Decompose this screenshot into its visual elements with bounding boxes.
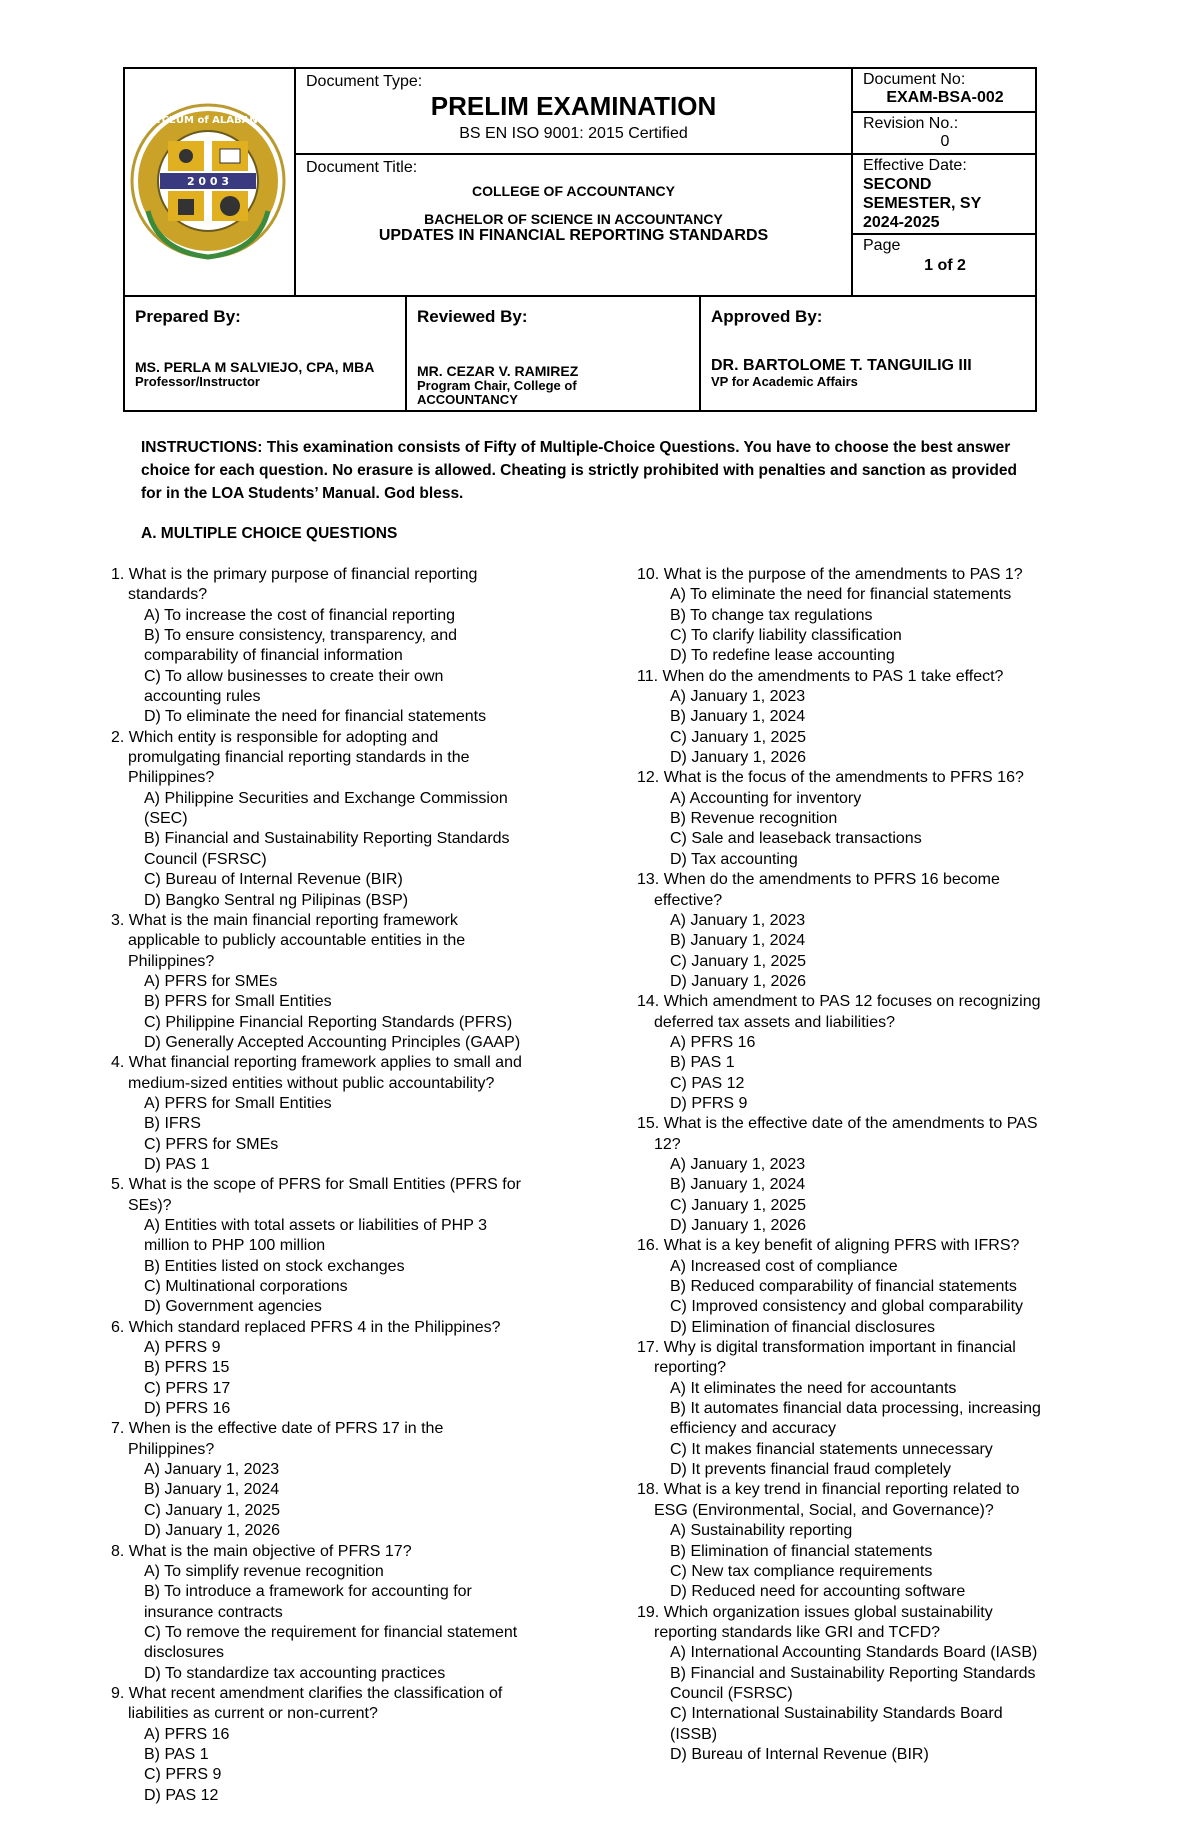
answer-option: D) Tax accounting bbox=[670, 850, 798, 868]
question-item bbox=[111, 1684, 591, 1806]
prepared-role: Professor/Instructor bbox=[135, 374, 260, 389]
answer-option: D) To redefine lease accounting bbox=[670, 647, 895, 665]
question-text: 8. What is the main objective of PFRS 17? bbox=[111, 1542, 412, 1560]
answer-option: B) Revenue recognition bbox=[670, 810, 838, 828]
question-text: 2. Which entity is responsible for adopting and promulgating financial reporting standards in the Philippines? bbox=[111, 728, 470, 787]
prepared-by-cell bbox=[125, 297, 407, 410]
prepared-name: MS. PERLA M SALVIEJO, CPA, MBA bbox=[135, 359, 375, 375]
answer-option: B) Financial and Sustainability Reporting Standards Council (FSRSC) bbox=[670, 1664, 1036, 1702]
question-text: 15. What is the effective date of the amendments to PAS 12? bbox=[637, 1115, 1038, 1153]
answer-option: C) Sale and leaseback transactions bbox=[670, 830, 922, 848]
question-item bbox=[111, 1542, 591, 1684]
answer-option: D) Government agencies bbox=[144, 1298, 322, 1316]
answer-option: C) January 1, 2025 bbox=[670, 728, 807, 746]
answer-option: C) Philippine Financial Reporting Standards (PFRS) bbox=[144, 1013, 513, 1031]
page-number: 1 of 2 bbox=[924, 257, 966, 274]
answer-option: A) Entities with total assets or liabilities of PHP 3 million to PHP 100 million bbox=[144, 1217, 487, 1255]
question-item bbox=[637, 1236, 1087, 1338]
question-item bbox=[111, 911, 591, 1053]
answer-option: C) Improved consistency and global comparability bbox=[670, 1298, 1024, 1316]
question-text: 19. Which organization issues global sustainability reporting standards like GRI and TCFD? bbox=[637, 1603, 993, 1641]
instructions: INSTRUCTIONS: This examination consists of Fifty of Multiple-Choice Questions. You have to choose the best answer choice for each question. No erasure is allowed. Cheating is strictly prohibited with penalties and sanction as provided for in the LOA Students’ Manual. God bless. bbox=[141, 439, 1017, 502]
answer-option: D) PFRS 9 bbox=[670, 1094, 748, 1112]
reviewed-role-line1: Program Chair, College of bbox=[417, 378, 577, 393]
approved-label: Approved By: bbox=[711, 307, 823, 326]
answer-option: A) January 1, 2023 bbox=[144, 1461, 280, 1479]
document-type-cell bbox=[296, 69, 851, 155]
prepared-label: Prepared By: bbox=[135, 307, 241, 326]
effective-line1: SECOND bbox=[863, 176, 932, 193]
answer-option: B) To change tax regulations bbox=[670, 606, 873, 624]
questions-left-column bbox=[111, 565, 591, 1806]
question-item bbox=[637, 1603, 1087, 1766]
question-text: 3. What is the main financial reporting framework applicable to publicly accountable entities in the Philippines? bbox=[111, 911, 466, 970]
question-item bbox=[637, 1338, 1087, 1480]
answer-option: C) It makes financial statements unnecessary bbox=[670, 1440, 993, 1458]
question-text: 16. What is a key benefit of aligning PFRS with IFRS? bbox=[637, 1237, 1020, 1255]
reviewed-name: MR. CEZAR V. RAMIREZ bbox=[417, 363, 579, 379]
answer-option: C) PAS 12 bbox=[670, 1074, 745, 1092]
answer-option: D) Bangko Sentral ng Pilipinas (BSP) bbox=[144, 891, 409, 909]
answer-option: C) Bureau of Internal Revenue (BIR) bbox=[144, 871, 403, 889]
page-cell bbox=[853, 235, 1037, 295]
program-name: BACHELOR OF SCIENCE IN ACCOUNTANCY bbox=[424, 211, 723, 227]
question-text: 5. What is the scope of PFRS for Small Entities (PFRS for SEs)? bbox=[111, 1176, 521, 1214]
answer-option: B) January 1, 2024 bbox=[670, 1176, 806, 1194]
answer-option: C) International Sustainability Standards Board (ISSB) bbox=[670, 1705, 1003, 1743]
page-label: Page bbox=[863, 237, 901, 254]
answer-option: D) Generally Accepted Accounting Principles (GAAP) bbox=[144, 1033, 521, 1051]
document-no: EXAM-BSA-002 bbox=[886, 89, 1004, 106]
answer-option: A) It eliminates the need for accountants bbox=[670, 1379, 957, 1397]
reviewed-by-cell bbox=[407, 297, 701, 410]
answer-option: D) January 1, 2026 bbox=[670, 749, 807, 767]
revision-cell bbox=[853, 113, 1037, 155]
answer-option: B) To ensure consistency, transparency, and comparability of financial information bbox=[144, 627, 458, 665]
logo-cell bbox=[125, 69, 296, 295]
answer-option: C) January 1, 2025 bbox=[144, 1501, 281, 1519]
question-item bbox=[637, 870, 1087, 992]
answer-option: D) Bureau of Internal Revenue (BIR) bbox=[670, 1745, 929, 1763]
question-text: 9. What recent amendment clarifies the classification of liabilities as current or non-current? bbox=[111, 1684, 503, 1723]
question-item bbox=[111, 1318, 591, 1420]
answer-option: A) International Accounting Standards Board (IASB) bbox=[670, 1644, 1038, 1662]
answer-option: B) Financial and Sustainability Reporting Standards Council (FSRSC) bbox=[144, 830, 510, 868]
answer-option: C) To allow businesses to create their own accounting rules bbox=[144, 667, 444, 706]
question-text: 6. Which standard replaced PFRS 4 in the Philippines? bbox=[111, 1318, 501, 1336]
certification: BS EN ISO 9001: 2015 Certified bbox=[459, 125, 688, 142]
answer-option: A) January 1, 2023 bbox=[670, 1155, 806, 1173]
answer-option: D) To eliminate the need for financial statements bbox=[144, 708, 487, 726]
answer-option: B) PAS 1 bbox=[144, 1745, 209, 1763]
approved-name: DR. BARTOLOME T. TANGUILIG III bbox=[711, 357, 972, 374]
question-item bbox=[637, 1114, 1087, 1236]
answer-option: C) PFRS 9 bbox=[144, 1766, 222, 1784]
answer-option: C) New tax compliance requirements bbox=[670, 1562, 933, 1580]
logo-year: 2 0 0 3 bbox=[186, 175, 230, 188]
approved-by-cell bbox=[701, 297, 1035, 410]
answer-option: A) To increase the cost of financial reporting bbox=[144, 606, 455, 624]
answer-option: A) PFRS 9 bbox=[144, 1339, 221, 1357]
answer-option: D) January 1, 2026 bbox=[670, 972, 807, 990]
answer-option: D) January 1, 2026 bbox=[144, 1522, 281, 1540]
question-item bbox=[111, 728, 591, 911]
question-text: 14. Which amendment to PAS 12 focuses on recognizing deferred tax assets and liabilities? bbox=[637, 993, 1041, 1031]
answer-option: C) To remove the requirement for financial statement disclosures bbox=[144, 1623, 518, 1662]
answer-option: A) Philippine Securities and Exchange Commission (SEC) bbox=[144, 789, 508, 828]
answer-option: D) January 1, 2026 bbox=[670, 1217, 807, 1234]
question-text: 12. What is the focus of the amendments to PFRS 16? bbox=[637, 769, 1024, 787]
document-no-cell bbox=[853, 69, 1037, 113]
answer-option: A) Sustainability reporting bbox=[670, 1522, 853, 1540]
question-text: 1. What is the primary purpose of financial reporting standards? bbox=[111, 566, 478, 604]
answer-option: B) PFRS 15 bbox=[144, 1359, 230, 1377]
question-item bbox=[111, 1053, 591, 1175]
answer-option: B) PFRS for Small Entities bbox=[144, 993, 332, 1011]
answer-option: D) PAS 12 bbox=[144, 1786, 219, 1804]
answer-option: A) PFRS 16 bbox=[144, 1725, 230, 1743]
effective-date bbox=[863, 175, 981, 232]
answer-option: D) It prevents financial fraud completely bbox=[670, 1461, 952, 1479]
answer-option: B) It automates financial data processing, increasing efficiency and accuracy bbox=[670, 1400, 1041, 1438]
question-item bbox=[637, 992, 1087, 1114]
answer-option: C) PFRS 17 bbox=[144, 1379, 231, 1397]
questions-right-column bbox=[637, 565, 1087, 1765]
document-meta bbox=[851, 69, 1037, 295]
question-item bbox=[111, 565, 591, 728]
question-item bbox=[111, 1419, 591, 1541]
question-item bbox=[637, 768, 1087, 870]
answer-option: B) IFRS bbox=[144, 1115, 201, 1133]
question-text: 17. Why is digital transformation important in financial reporting? bbox=[637, 1339, 1016, 1377]
question-item bbox=[637, 565, 1087, 667]
answer-option: C) To clarify liability classification bbox=[670, 627, 902, 645]
effective-line2: SEMESTER, SY bbox=[863, 195, 982, 212]
reviewed-label: Reviewed By: bbox=[417, 307, 528, 326]
answer-option: A) January 1, 2023 bbox=[670, 688, 806, 706]
question-text: 13. When do the amendments to PFRS 16 become effective? bbox=[637, 871, 1000, 909]
document-header bbox=[123, 67, 1037, 297]
answer-option: C) January 1, 2025 bbox=[670, 952, 807, 970]
answer-option: A) January 1, 2023 bbox=[670, 911, 806, 929]
answer-option: A) Accounting for inventory bbox=[670, 789, 862, 807]
question-item bbox=[111, 1175, 591, 1317]
effective-line3: 2024-2025 bbox=[863, 214, 940, 231]
section-title: A. MULTIPLE CHOICE QUESTIONS bbox=[141, 525, 398, 542]
answer-option: D) Elimination of financial disclosures bbox=[670, 1318, 935, 1336]
signatories-row bbox=[123, 297, 1037, 412]
answer-option: C) Multinational corporations bbox=[144, 1278, 348, 1296]
answer-option: A) Increased cost of compliance bbox=[670, 1257, 898, 1275]
answer-option: B) To introduce a framework for accounting for insurance contracts bbox=[144, 1583, 472, 1621]
question-text: 11. When do the amendments to PAS 1 take effect? bbox=[637, 667, 1004, 685]
school-seal-icon bbox=[128, 101, 288, 261]
reviewed-role-line2: ACCOUNTANCY bbox=[417, 392, 518, 407]
question-text: 10. What is the purpose of the amendments to PAS 1? bbox=[637, 566, 1023, 583]
document-type-label: Document Type: bbox=[306, 73, 423, 90]
document-type: PRELIM EXAMINATION bbox=[430, 91, 717, 121]
revision-label: Revision No.: bbox=[863, 115, 959, 132]
document-title-cell bbox=[296, 155, 851, 295]
answer-option: B) Reduced comparability of financial statements bbox=[670, 1278, 1017, 1296]
document-title-label: Document Title: bbox=[306, 159, 418, 176]
answer-option: A) PFRS for Small Entities bbox=[144, 1094, 332, 1112]
answer-option: B) January 1, 2024 bbox=[144, 1481, 280, 1499]
college-name: COLLEGE OF ACCOUNTANCY bbox=[472, 183, 675, 199]
question-text: 7. When is the effective date of PFRS 17 in the Philippines? bbox=[111, 1420, 444, 1458]
logo-text: LYCEUM of ALABANG bbox=[150, 115, 266, 126]
answer-option: C) PFRS for SMEs bbox=[144, 1135, 279, 1153]
question-item bbox=[637, 1480, 1087, 1602]
revision-no: 0 bbox=[940, 133, 950, 150]
answer-option: D) PFRS 16 bbox=[144, 1400, 231, 1418]
question-text: 18. What is a key trend in financial reporting related to ESG (Environmental, Social, and Governance)? bbox=[637, 1481, 1020, 1519]
question-text: 4. What financial reporting framework applies to small and medium-sized entities without public accountability? bbox=[111, 1054, 522, 1092]
approved-role: VP for Academic Affairs bbox=[711, 374, 858, 389]
answer-option: B) PAS 1 bbox=[670, 1054, 735, 1072]
question-item bbox=[637, 667, 1087, 769]
answer-option: B) January 1, 2024 bbox=[670, 932, 806, 950]
answer-option: D) PAS 1 bbox=[144, 1155, 210, 1173]
answer-option: A) PFRS 16 bbox=[670, 1033, 756, 1051]
course-title: UPDATES IN FINANCIAL REPORTING STANDARDS bbox=[378, 227, 769, 244]
answer-option: A) To eliminate the need for financial statements bbox=[670, 586, 1012, 604]
answer-option: D) Reduced need for accounting software bbox=[670, 1583, 966, 1601]
answer-option: C) January 1, 2025 bbox=[670, 1196, 807, 1214]
effective-label: Effective Date: bbox=[863, 157, 967, 174]
answer-option: B) Elimination of financial statements bbox=[670, 1542, 933, 1560]
answer-option: A) PFRS for SMEs bbox=[144, 972, 278, 990]
answer-option: A) To simplify revenue recognition bbox=[144, 1562, 384, 1580]
answer-option: D) To standardize tax accounting practices bbox=[144, 1664, 446, 1682]
reviewed-role bbox=[417, 379, 577, 407]
answer-option: B) January 1, 2024 bbox=[670, 708, 806, 726]
answer-option: B) Entities listed on stock exchanges bbox=[144, 1257, 405, 1275]
effective-date-cell bbox=[853, 155, 1037, 235]
document-no-label: Document No: bbox=[863, 71, 966, 88]
